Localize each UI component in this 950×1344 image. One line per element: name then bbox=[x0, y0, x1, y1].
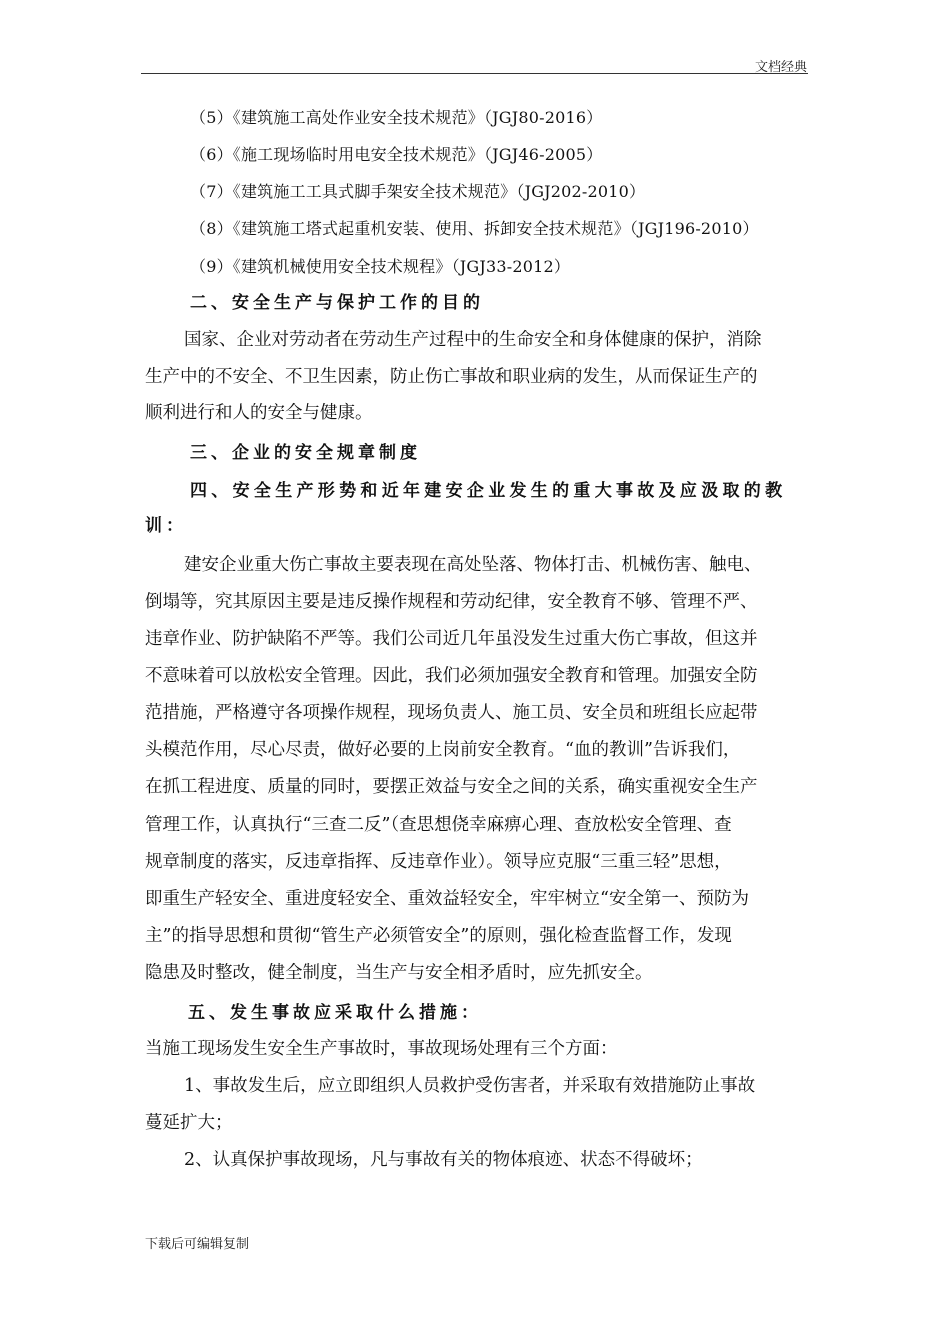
reference-item: （7）《建筑施工工具式脚手架安全技术规范》（JGJ202-2010） bbox=[190, 182, 646, 201]
paragraph-line: 管理工作，认真执行“三查二反”（查思想侥幸麻痹心理、查放松安全管理、查 bbox=[145, 815, 732, 835]
paragraph-line: 当施工现场发生安全生产事故时，事故现场处理有三个方面： bbox=[145, 1039, 618, 1059]
section-heading: 四、安全生产形势和近年建安企业发生的重大事故及应汲取的教 bbox=[190, 481, 787, 501]
paragraph-line: 生产中的不安全、不卫生因素，防止伤亡事故和职业病的发生，从而保证生产的 bbox=[145, 367, 758, 387]
paragraph-line: 顺利进行和人的安全与健康。 bbox=[145, 403, 373, 423]
reference-item: （5）《建筑施工高处作业安全技术规范》（JGJ80-2016） bbox=[190, 108, 603, 127]
section-heading-continuation: 训： bbox=[145, 516, 187, 536]
header-divider bbox=[141, 73, 808, 74]
paragraph-line: 不意味着可以放松安全管理。因此，我们必须加强安全教育和管理。加强安全防 bbox=[145, 666, 758, 686]
section-heading: 三、企业的安全规章制度 bbox=[190, 443, 421, 463]
paragraph-line: 建安企业重大伤亡事故主要表现在高处坠落、物体打击、机械伤害、触电、 bbox=[184, 555, 762, 575]
page-footer-label: 下载后可编辑复制 bbox=[145, 1237, 250, 1252]
paragraph-line: 在抓工程进度、质量的同时，要摆正效益与安全之间的关系，确实重视安全生产 bbox=[145, 777, 758, 797]
list-item: 1、事故发生后，应立即组织人员救护受伤害者，并采取有效措施防止事故 bbox=[184, 1076, 756, 1096]
paragraph-line: 国家、企业对劳动者在劳动生产过程中的生命安全和身体健康的保护，消除 bbox=[184, 330, 762, 350]
section-heading: 五、发生事故应采取什么措施： bbox=[188, 1003, 482, 1023]
paragraph-line: 即重生产轻安全、重进度轻安全、重效益轻安全，牢牢树立“安全第一、预防为 bbox=[145, 889, 749, 909]
reference-item: （8）《建筑施工塔式起重机安装、使用、拆卸安全技术规范》（JGJ196-2010） bbox=[190, 219, 759, 238]
paragraph-line: 主”的指导思想和贯彻“管生产必须管安全”的原则，强化检查监督工作，发现 bbox=[145, 926, 732, 946]
list-item: 2、认真保护事故现场，凡与事故有关的物体痕迹、状态不得破坏； bbox=[184, 1150, 703, 1170]
paragraph-line: 倒塌等，究其原因主要是违反操作规程和劳动纪律，安全教育不够、管理不严、 bbox=[145, 592, 758, 612]
section-heading: 二、安全生产与保护工作的目的 bbox=[190, 293, 484, 313]
list-item-continuation: 蔓延扩大； bbox=[145, 1113, 233, 1133]
paragraph-line: 头模范作用，尽心尽责，做好必要的上岗前安全教育。“血的教训”告诉我们， bbox=[145, 740, 741, 760]
paragraph-line: 违章作业、防护缺陷不严等。我们公司近几年虽没发生过重大伤亡事故，但这并 bbox=[145, 629, 758, 649]
paragraph-line: 隐患及时整改，健全制度，当生产与安全相矛盾时，应先抓安全。 bbox=[145, 963, 653, 983]
paragraph-line: 规章制度的落实，反违章指挥、反违章作业）。领导应克服“三重三轻”思想， bbox=[145, 852, 732, 872]
paragraph-line: 范措施，严格遵守各项操作规程，现场负责人、施工员、安全员和班组长应起带 bbox=[145, 703, 758, 723]
reference-item: （6）《施工现场临时用电安全技术规范》（JGJ46-2005） bbox=[190, 145, 603, 164]
reference-item: （9）《建筑机械使用安全技术规程》（JGJ33-2012） bbox=[190, 257, 571, 276]
page-header-label: 文档经典 bbox=[754, 60, 807, 75]
